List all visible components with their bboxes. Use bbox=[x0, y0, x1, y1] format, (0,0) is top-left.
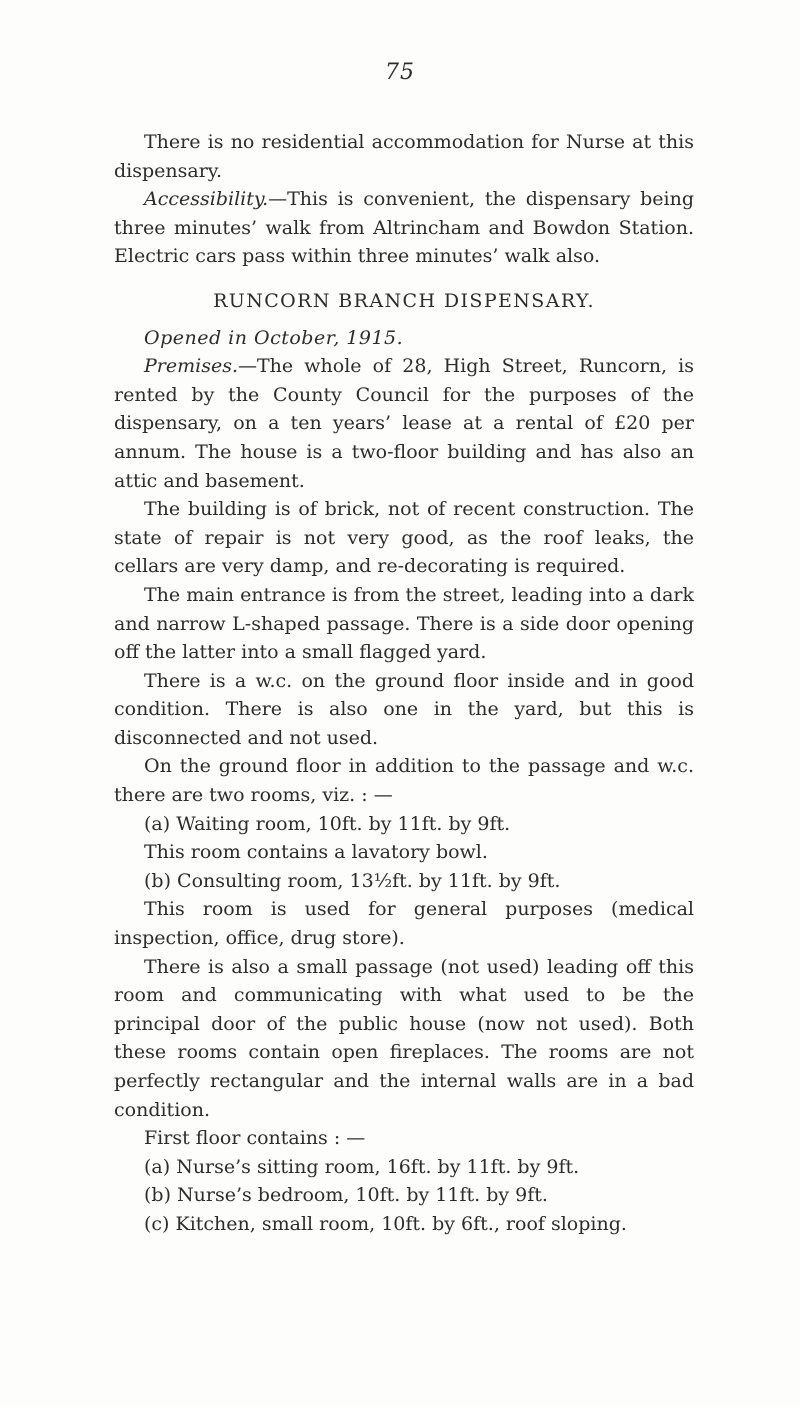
premises-label: Premises. bbox=[144, 355, 238, 378]
accessibility-text: —This is convenient, the dispensary being three minutes’ walk from Altrincham and Bowdon Station. Electric cars pass within three minutes’ walk also. bbox=[114, 188, 694, 268]
page-number: 75 bbox=[385, 60, 415, 85]
accessibility-label: Accessibility. bbox=[144, 188, 269, 211]
ground-floor-item-a: (a) Waiting room, 10ft. by 11ft. by 9ft. bbox=[144, 812, 511, 835]
paragraph-wc: There is a w.c. on the ground floor inside and in good condition. There is also one in the yard, but this is disconnected and not used. bbox=[114, 669, 694, 749]
paragraph-building: The building is of brick, not of recent construction. The state of repair is not very good, as the roof leaks, the cellars are very damp, and re-decorating is required. bbox=[114, 498, 694, 578]
accessibility-paragraph bbox=[114, 185, 694, 271]
ground-floor-item-b: (b) Consulting room, 13½ft. by 11ft. by 9ft. bbox=[144, 869, 561, 892]
first-floor-item-b: (b) Nurse’s bedroom, 10ft. by 11ft. by 9ft. bbox=[144, 1184, 548, 1207]
body-text bbox=[114, 128, 694, 1239]
premises-paragraph bbox=[114, 352, 694, 495]
intro-paragraph: There is no residential accommodation for Nurse at this dispensary. bbox=[114, 131, 694, 182]
opened-date: Opened in October, 1915. bbox=[144, 326, 404, 349]
ground-floor-item-b-detail: This room is used for general purposes (medical inspection, office, drug store). bbox=[114, 898, 694, 950]
first-floor-intro: First floor contains : — bbox=[144, 1127, 366, 1150]
first-floor-item-c: (c) Kitchen, small room, 10ft. by 6ft., roof sloping. bbox=[144, 1212, 627, 1235]
paragraph-passage: There is also a small passage (not used) leading off this room and communicating with what used to be the principal door of the public house (now not used). Both these rooms contain open fireplaces. The rooms are not perfectly rectangular and the internal walls are in a bad condition. bbox=[114, 955, 694, 1121]
premises-text: —The whole of 28, High Street, Runcorn, is rented by the County Council for the purposes of the dispensary, on a ten years’ lease at a rental of £20 per annum. The house is a two-floor building and has also an attic and basement. bbox=[114, 355, 694, 492]
ground-floor-item-a-detail: This room contains a lavatory bowl. bbox=[144, 841, 488, 864]
first-floor-item-a: (a) Nurse’s sitting room, 16ft. by 11ft. by 9ft. bbox=[144, 1155, 580, 1178]
section-heading: RUNCORN BRANCH DISPENSARY. bbox=[213, 289, 595, 312]
paragraph-ground-floor: On the ground floor in addition to the passage and w.c. there are two rooms, viz. : — bbox=[114, 755, 694, 807]
paragraph-entrance: The main entrance is from the street, leading into a dark and narrow L-shaped passage. There is a side door opening off the latter into a small flagged yard. bbox=[114, 583, 694, 664]
